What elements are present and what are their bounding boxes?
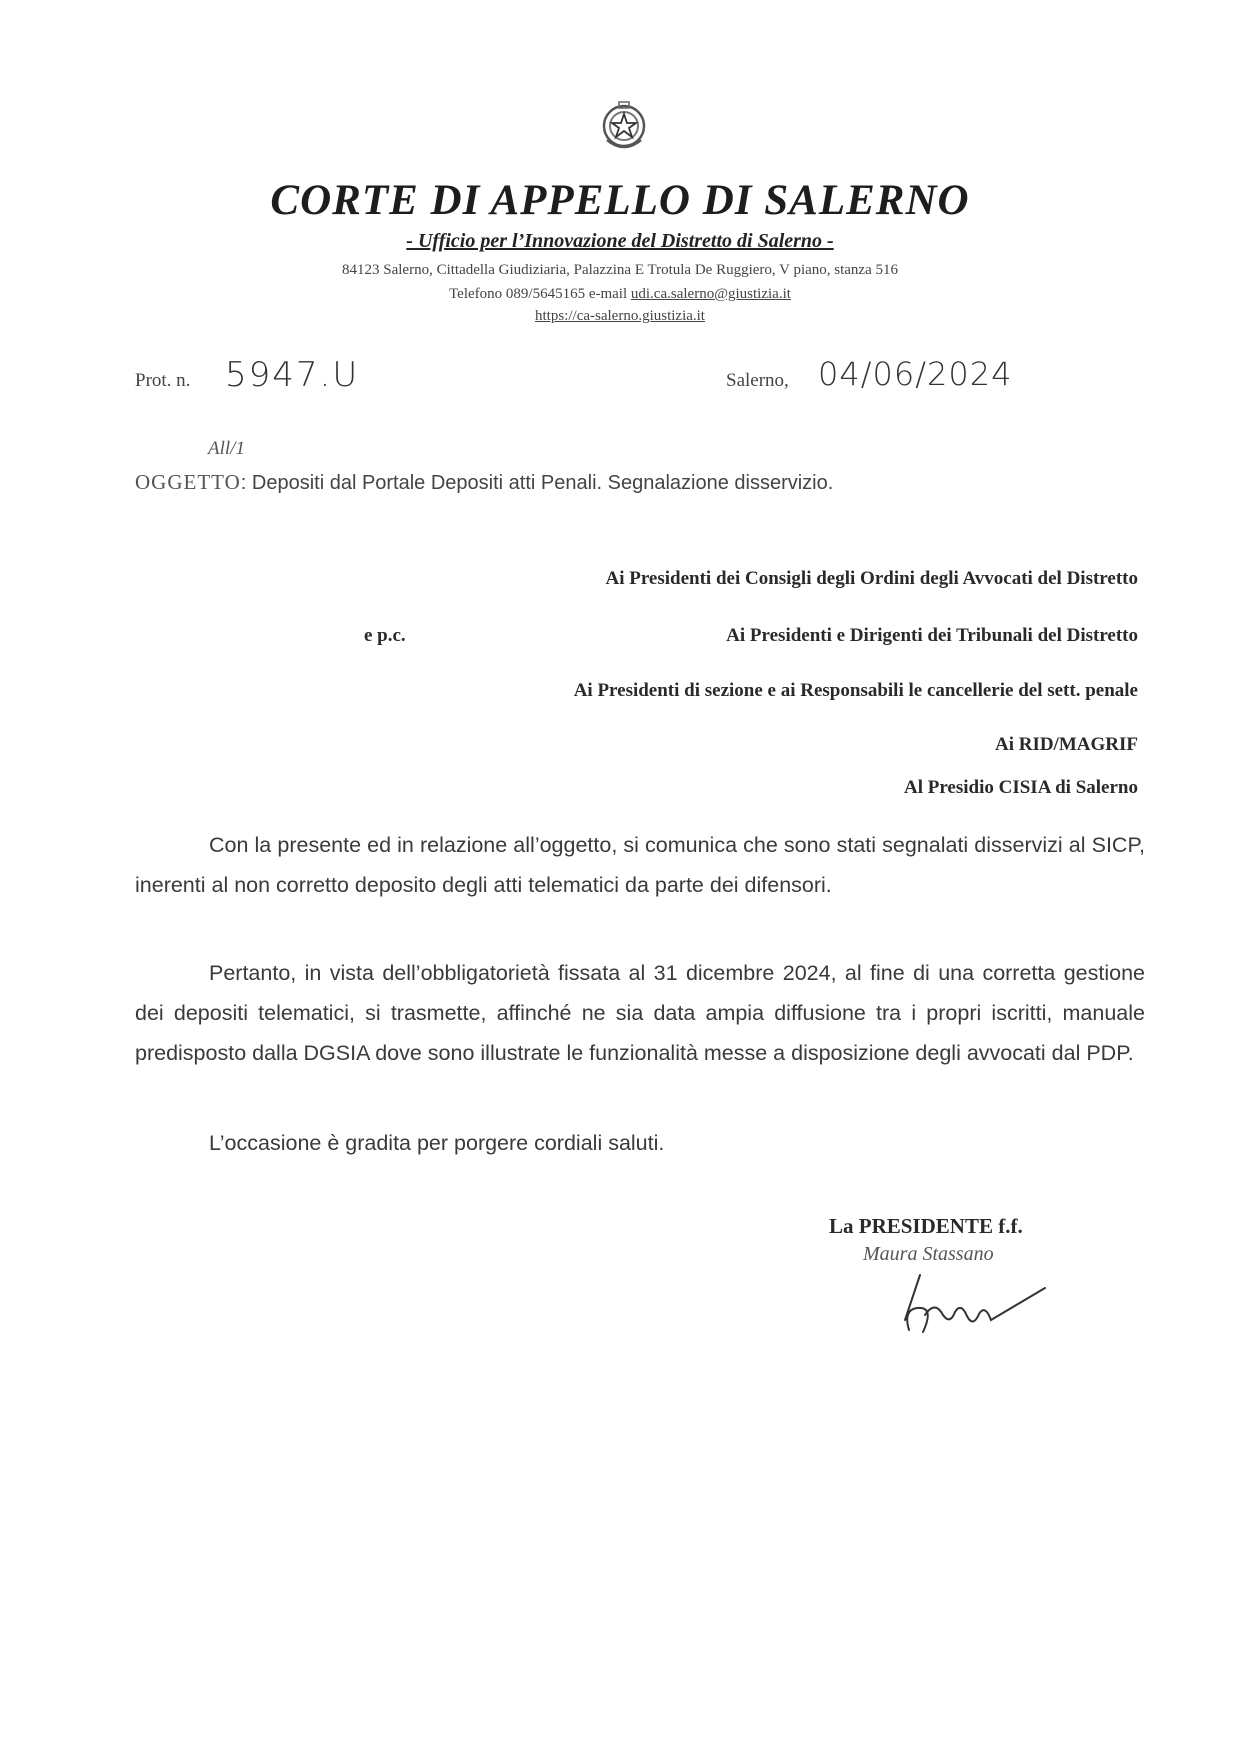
republic-emblem-icon bbox=[599, 100, 649, 156]
protocol-label: Prot. n. bbox=[135, 370, 191, 391]
addressee-1: Ai Presidenti dei Consigli degli Ordini degli Avvocati del Distretto bbox=[605, 568, 1138, 589]
subject-label: OGGETTO bbox=[135, 470, 241, 494]
office-contacts bbox=[0, 286, 1240, 303]
body-paragraph-2: Pertanto, in vista dell’obbligatorietà fissata al 31 dicembre 2024, al fine di una corretta gestione dei depositi telematici, si trasmette, affinché ne sia data ampia diffusione tra i propri iscritti, manuale predisposto dalla DGSIA dove sono illustrate le funzionalità messe a disposizione degli avvocati dal PDP. bbox=[135, 961, 1145, 1065]
addressee-3: Ai Presidenti di sezione e ai Responsabili le cancellerie del sett. penale bbox=[573, 680, 1138, 701]
body-paragraph-3: L’occasione è gradita per porgere cordiali saluti. bbox=[209, 1131, 665, 1155]
signer-name: Maura Stassano bbox=[863, 1243, 994, 1265]
date-label: Salerno, bbox=[726, 370, 789, 391]
handwritten-signature-icon bbox=[895, 1270, 1055, 1340]
protocol-number: 5947.U bbox=[225, 355, 360, 395]
addressee-5: Al Presidio CISIA di Salerno bbox=[903, 777, 1138, 798]
office-subtitle: - Ufficio per l’Innovazione del Distretto di Salerno - bbox=[406, 230, 834, 252]
subject-text: : Depositi dal Portale Depositi atti Penali. Segnalazione disservizio. bbox=[240, 472, 834, 494]
cc-label: e p.c. bbox=[364, 625, 406, 646]
email-link[interactable]: udi.ca.salerno@giustizia.it bbox=[630, 286, 791, 302]
office-website bbox=[0, 308, 1240, 325]
court-title: CORTE DI APPELLO DI SALERNO bbox=[270, 177, 970, 224]
addressee-4: Ai RID/MAGRIF bbox=[994, 734, 1138, 755]
signer-role: La PRESIDENTE f.f. bbox=[829, 1214, 1023, 1238]
attachments-note: All/1 bbox=[208, 438, 245, 459]
addressee-2: Ai Presidenti e Dirigenti dei Tribunali del Distretto bbox=[726, 625, 1138, 646]
office-address: 84123 Salerno, Cittadella Giudiziaria, Palazzina E Trotula De Ruggiero, V piano, stanza 516 bbox=[342, 262, 898, 278]
subject-line bbox=[135, 470, 833, 495]
phone-text: Telefono 089/5645165 e-mail bbox=[449, 286, 631, 302]
website-link[interactable]: https://ca-salerno.giustizia.it bbox=[535, 308, 705, 324]
date-value: 04/06/2024 bbox=[818, 355, 1013, 393]
body-paragraph-1: Con la presente ed in relazione all’oggetto, si comunica che sono stati segnalati disservizi al SICP, inerenti al non corretto deposito degli atti telematici da parte dei difensori. bbox=[135, 833, 1145, 897]
